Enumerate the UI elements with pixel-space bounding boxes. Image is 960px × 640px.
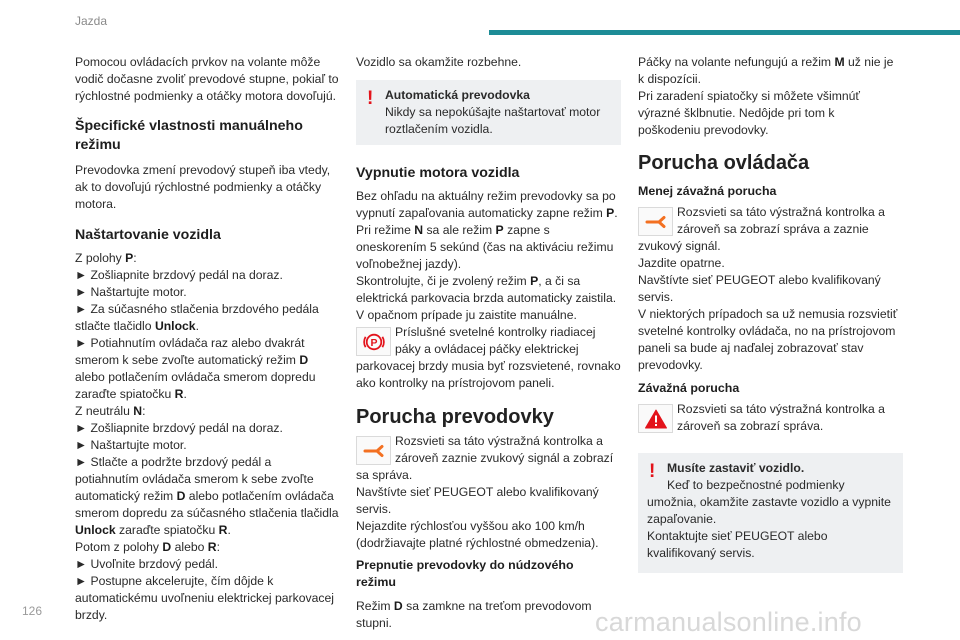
heading-major-fault: Závažná porucha [638,381,740,395]
emergency-mode-continued: Páčky na volante nefungujú a režim M už nie je k dispozícii. Pri zaradení spiatočky si môžete všimnúť výrazné šklbnutie. Nedôjde pri tom k poškodeniu prevodovky. [638,55,894,137]
exclamation-icon: ! [649,461,656,482]
parking-brake-info: P Príslušné svetelné kontrolky riadiacej páky a ovládacej páčky elektrickej parkovacej brzdy musia byť rozsvietené, rovnako ako kontrolky na prístrojovom paneli. [356,325,621,390]
heading-manual-mode: Špecifické vlastnosti manuálneho režimu [75,118,303,153]
column-1 [75,54,345,624]
wrench-warning-icon [638,207,673,236]
note-must-stop: ! Musíte zastaviť vozidlo. Keď to bezpečnostné podmienky umožnia, okamžite zastavte vozidlo a vypnite zapaľovanie. Kontaktujte sieť PEUGEOT alebo kvalifikovaný servis. [638,453,903,573]
start-steps: Z polohy P: ► Zošliapnite brzdový pedál na doraz. ► Naštartujte motor. ► Za súčasného stlačenia brzdového pedála stlačte tlačidlo Unlock. ► Potiahnutím ovládača raz alebo dvakrát smerom k sebe zvoľte automatický režim D alebo potlačením ovládača smerom dopredu zaraďte spiatočku R. Z neutrálu N: ► Zošliapnite brzdový pedál na doraz. ► Naštartujte motor. ► Stlačte a podržte brzdový pedál a potiahnutím ovládača smerom k sebe zvoľte automatický režim D alebo potlačením ovládača smerom dopredu za súčasného stlačenia tlačidla Unlock zaraďte spiatočku R. Potom z polohy D alebo R: ► Uvoľnite brzdový pedál. ► Postupne akcelerujte, čím dôjde k automatickému uvoľneniu elektrickej parkovacej brzdy. [75,251,339,622]
heading-start-vehicle: Naštartovanie vozidla [75,227,221,243]
emergency-mode-paragraph: Režim D sa zamkne na treťom prevodovom stupni. [356,599,592,630]
major-fault-info: Rozsvieti sa táto výstražná kontrolka a zároveň sa zobrazí správa. [638,401,903,439]
heading-stop-engine: Vypnutie motora vozidla [356,165,520,181]
header-accent-bar [489,30,960,35]
gearbox-fault-info: Rozsvieti sa táto výstražná kontrolka a zároveň zaznie zvukový signál a zobrazí sa správa. Navštívte sieť PEUGEOT alebo kvalifikovaný servis. Nejazdite rýchlosťou vyššou ako 100 km/h (dodržiavajte platné rýchlostné obmedzenia). [356,434,614,550]
warning-triangle-icon [638,404,673,433]
heading-control-fault: Porucha ovládača [638,152,810,174]
stop-engine-paragraph: Bez ohľadu na aktuálny režim prevodovky sa po vypnutí zapaľovania automaticky zapne režim P. Pri režime N sa ale režim P zapne s oneskorením 5 sekúnd (čas na aktiváciu režimu voľnobežnej jazdy). Skontrolujte, či je zvolený režim P, a či sa elektrická parkovacia brzda automaticky zaistila. V opačnom prípade ju zaistite manuálne. [356,189,618,322]
heading-gearbox-fault: Porucha prevodovky [356,406,554,428]
note-automatic-gearbox: ! Automatická prevodovka Nikdy sa nepokúšajte naštartovať motor roztlačením vozidla. [356,80,621,145]
svg-text:P: P [369,336,378,349]
heading-minor-fault: Menej závažná porucha [638,184,777,198]
page-number: 126 [22,604,43,618]
section-title: Jazda [75,14,108,28]
column-3 [638,54,903,573]
exclamation-icon: ! [367,88,374,109]
column-2 [356,54,621,632]
drive-off-text: Vozidlo sa okamžite rozbehne. [356,55,522,69]
minor-fault-info: Rozsvieti sa táto výstražná kontrolka a zároveň sa zobrazí správa a zaznie zvukový signál. Jazdite opatrne. Navštívte sieť PEUGEOT alebo kvalifikovaný servis. V niektorých prípadoch sa už nemusia rozsvietiť svetelné kontrolky ovládača, no na prístrojovom paneli sa bude aj naďalej zobrazovať stav prevodovky. [638,205,898,372]
manual-mode-paragraph: Prevodovka zmení prevodový stupeň iba vtedy, ak to dovoľujú rýchlostné podmienky a otáčky motora. [75,163,331,211]
heading-emergency-mode: Prepnutie prevodovky do núdzového režimu [356,558,574,589]
wrench-warning-icon [356,436,391,465]
watermark: carmanualsonline.info [595,607,862,637]
parking-brake-icon [356,327,391,356]
intro-paragraph: Pomocou ovládacích prvkov na volante môže vodič dočasne zvoliť prevodové stupne, pokiaľ to rýchlostné podmienky a otáčky motora dovoľujú. [75,55,339,103]
